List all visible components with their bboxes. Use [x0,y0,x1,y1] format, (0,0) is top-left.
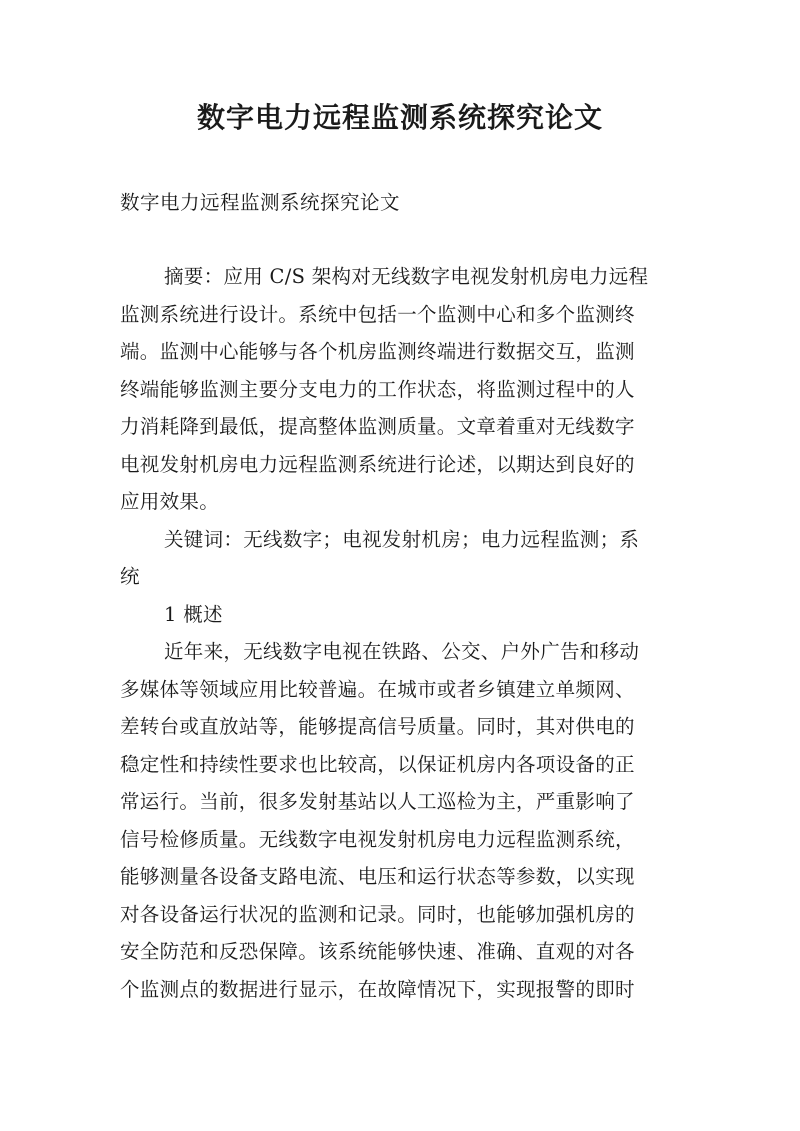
text-line: 关键词：无线数字；电视发射机房；电力远程监测；系 [164,527,640,551]
text-line: 对各设备运行状况的监测和记录。同时，也能够加强机房的 [120,902,635,926]
text-line: 监测系统进行设计。系统中包括一个监测中心和多个监测终 [120,302,635,326]
text-line: 多媒体等领域应用比较普遍。在城市或者乡镇建立单频网、 [120,677,635,701]
text-line: 安全防范和反恐保障。该系统能够快速、准确、直观的对各 [120,940,635,963]
text-line: 信号检修质量。无线数字电视发射机房电力远程监测系统， [120,827,635,851]
text-line: 常运行。当前，很多发射基站以人工巡检为主，严重影响了 [120,790,635,813]
document-subtitle: 数字电力远程监测系统探究论文 [120,191,401,214]
document-title: 数字电力远程监测系统探究论文 [196,101,603,134]
text-line: 电视发射机房电力远程监测系统进行论述，以期达到良好的 [120,452,635,476]
text-line: 稳定性和持续性要求也比较高，以保证机房内各项设备的正 [120,752,635,776]
text-line: 端。监测中心能够与各个机房监测终端进行数据交互，监测 [120,340,635,363]
document-body [120,258,680,1008]
text-line: 力消耗降到最低，提高整体监测质量。文章着重对无线数字 [120,415,635,438]
text-line: 摘要：应用 C/S 架构对无线数字电视发射机房电力远程 [164,265,649,288]
text-line: 能够测量各设备支路电流、电压和运行状态等参数，以实现 [120,865,635,888]
text-line: 终端能够监测主要分支电力的工作状态，将监测过程中的人 [120,377,635,401]
text-line: 差转台或直放站等，能够提高信号质量。同时，其对供电的 [120,715,635,738]
text-line: 1 概述 [164,602,223,626]
text-line: 统 [120,565,140,588]
text-line: 个监测点的数据进行显示，在故障情况下，实现报警的即时 [120,977,635,1001]
text-line: 近年来，无线数字电视在铁路、公交、户外广告和移动 [164,640,640,663]
text-line: 应用效果。 [120,490,220,513]
